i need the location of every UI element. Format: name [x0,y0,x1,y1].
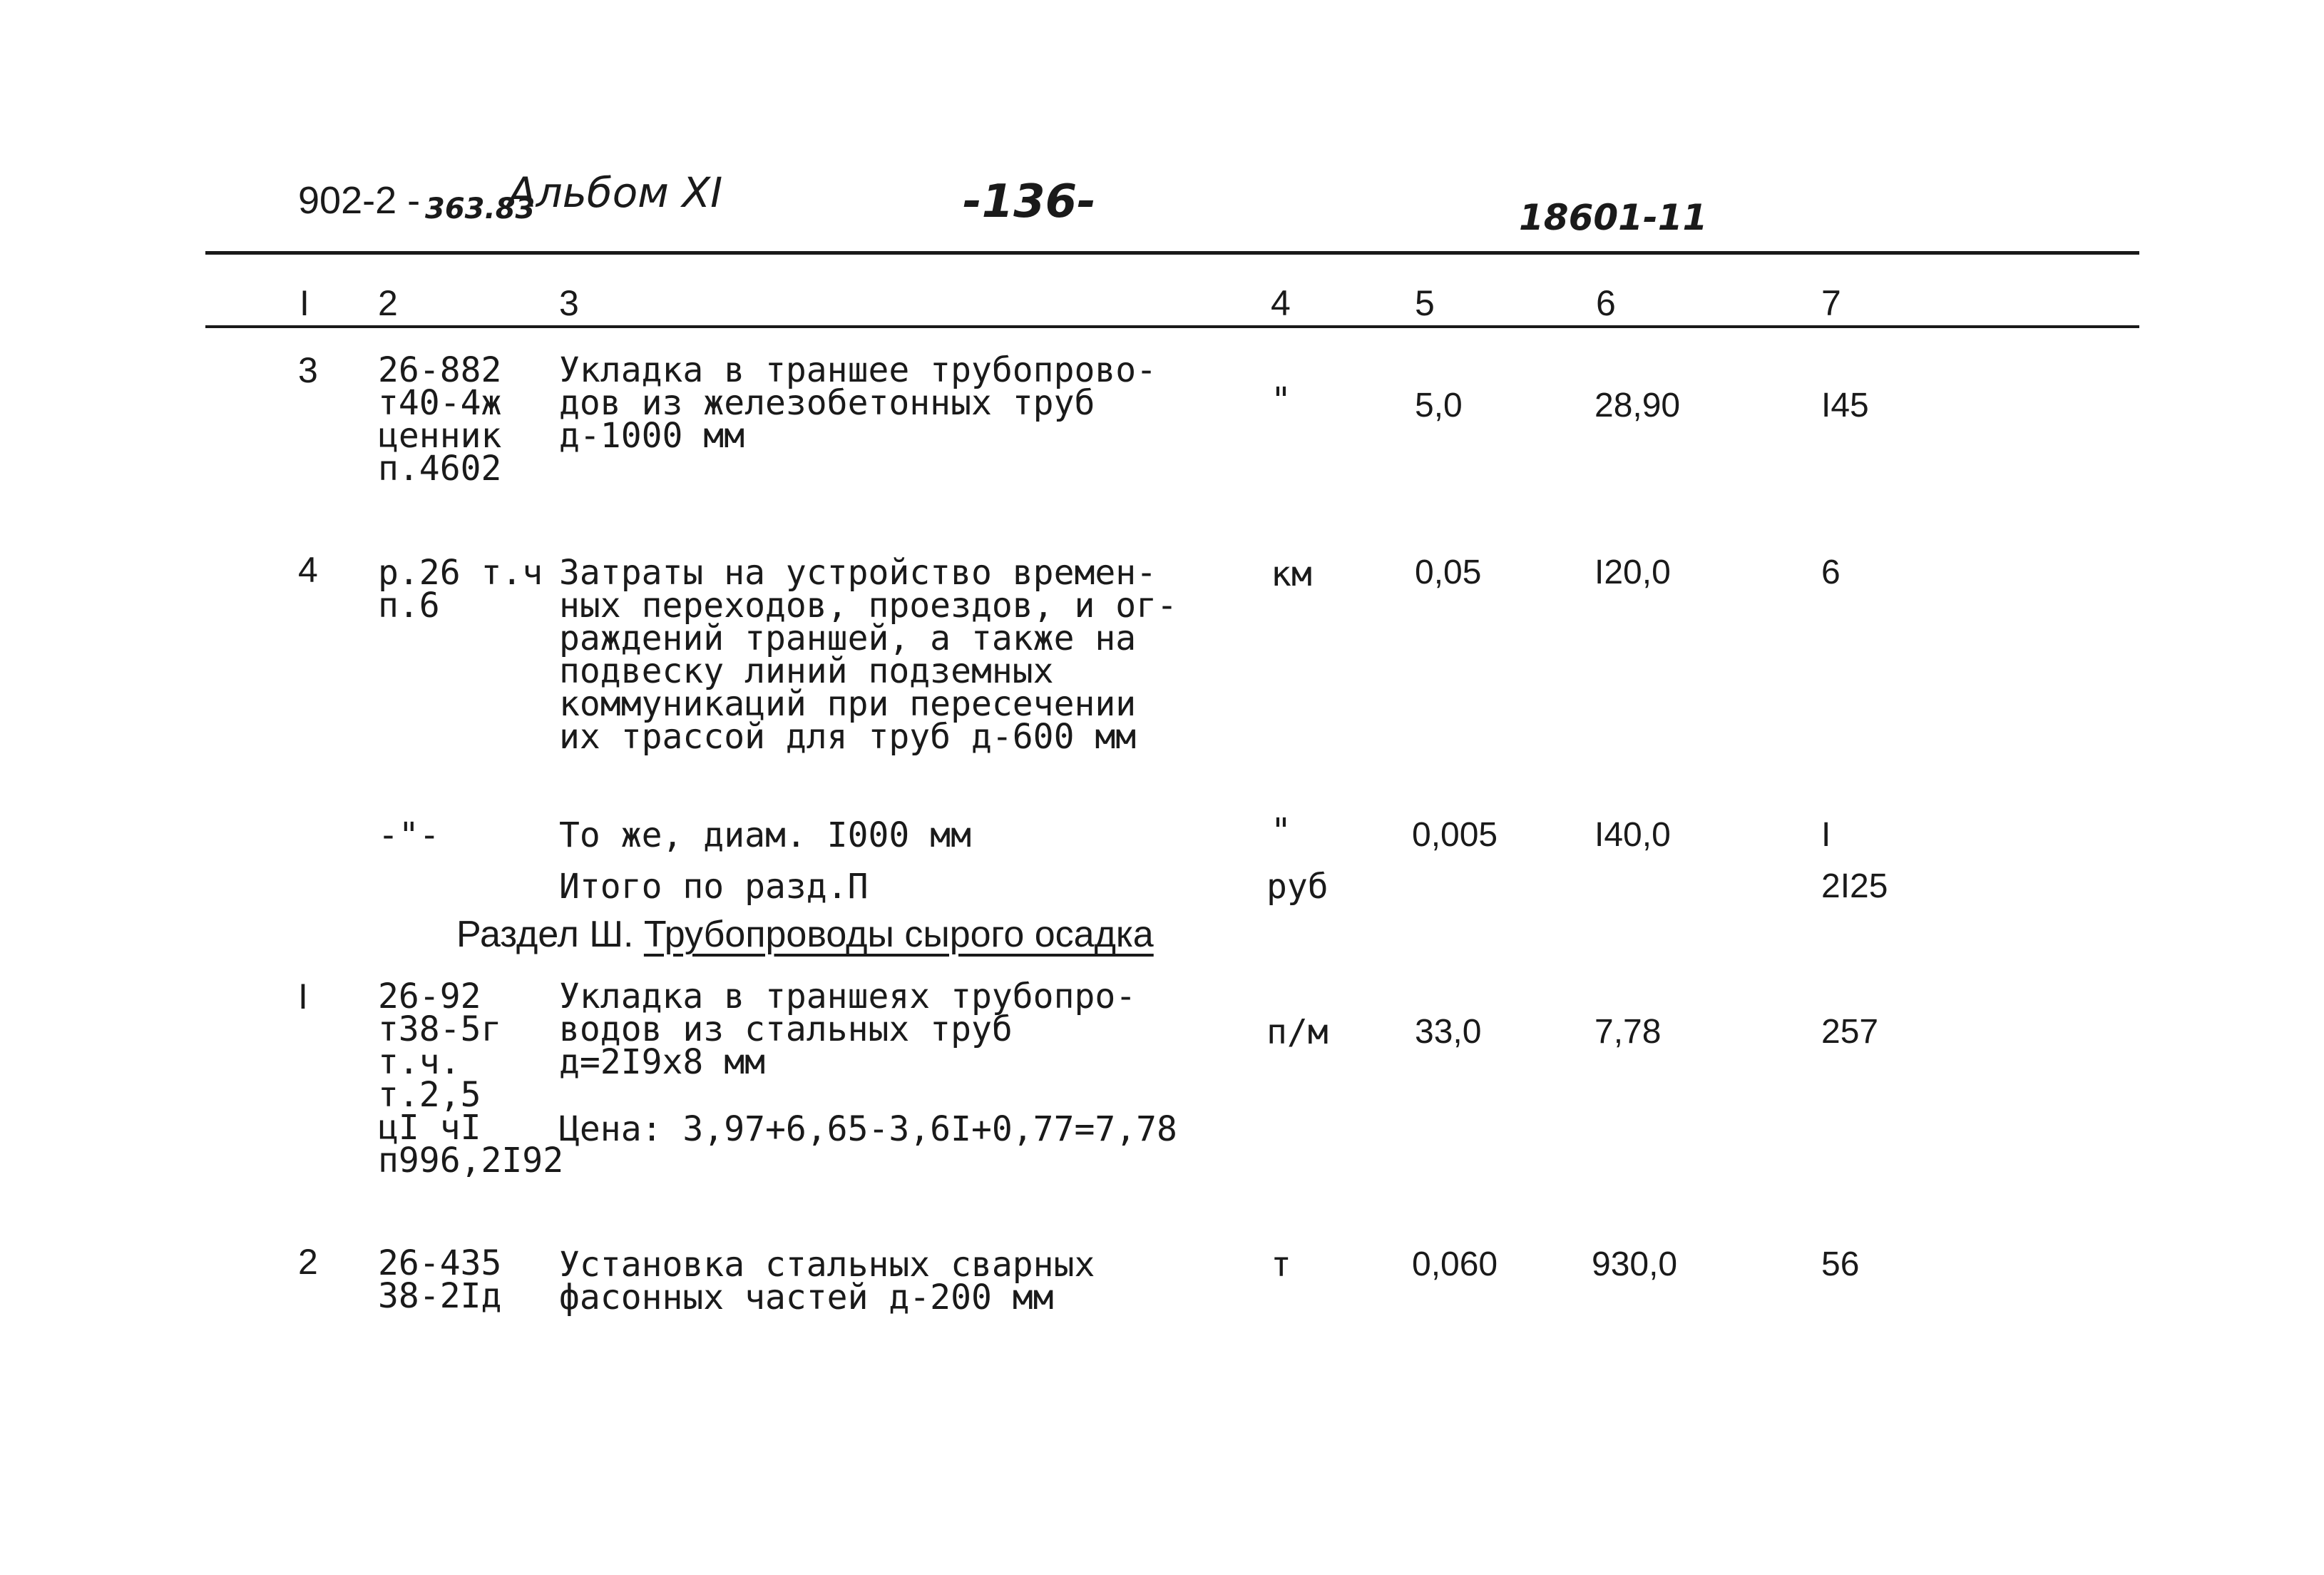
column-header-6: 6 [1596,283,1616,323]
row-number: 4 [298,550,318,590]
album-label: Альбом XI [508,168,723,217]
row-unit: км [1271,554,1312,594]
row-reference: 26-882 т40-4ж ценник п.4602 [378,350,502,489]
row-description: То же, диам. I000 мм [559,815,971,855]
row-reference: 26-92 т38-5г т.ч. т.2,5 цI чI п996,2I92 [378,977,564,1181]
row-description: Затраты на устройство времен- ных переходов, проездов, и ог- раждений траншей, а также на подвеску линий подземных коммуникаций при пересечении их трассой для труб д-600 мм [559,553,1177,757]
row-description: Укладка в траншее трубопрово- дов из железобетонных труб д-1000 мм [559,350,1157,456]
row-description: Укладка в траншеях трубопро- водов из стальных труб д=2I9х8 мм [559,977,1137,1082]
row-description: Установка стальных сварных фасонных частей д-200 мм [559,1245,1095,1317]
section-title: Трубопроводы сырого осадка [643,914,1154,955]
row-price: 930,0 [1592,1245,1678,1283]
row-quantity: 0,060 [1412,1245,1498,1283]
row-unit: " [1271,811,1291,851]
row-total: 257 [1821,1013,1879,1051]
header-rule-bottom [205,325,2139,328]
section-prefix: Раздел Ш. [456,914,634,955]
row-reference: -"- [378,815,440,855]
document-code: 902-2 - [298,179,421,222]
column-header-5: 5 [1415,283,1435,323]
project-number: 18601-11 [1519,197,1708,238]
row-unit: п/м [1266,1012,1329,1052]
section-heading [456,913,1154,956]
row-number: I [298,977,308,1016]
row-reference: 26-435 38-2Iд [378,1243,502,1316]
column-header-1: I [300,283,309,323]
row-reference: р.26 т.ч п.6 [378,553,543,626]
subtotal-unit: руб [1266,867,1329,907]
row-total: 56 [1821,1245,1860,1283]
row-price: I20,0 [1594,554,1671,591]
subtotal-label: Итого по разд.П [559,867,869,907]
row-price: 7,78 [1594,1013,1662,1051]
row-quantity: 0,05 [1415,554,1482,591]
column-header-3: 3 [559,283,579,323]
row-quantity: 33,0 [1415,1013,1482,1051]
row-unit: т [1271,1245,1291,1285]
row-quantity: 0,005 [1412,816,1498,854]
row-number: 2 [298,1242,318,1282]
row-total: I45 [1821,387,1869,424]
column-header-7: 7 [1821,283,1841,323]
row-total: 6 [1821,554,1841,591]
row-unit: " [1271,380,1291,420]
row-total: I [1821,816,1831,854]
subtotal-total: 2I25 [1821,867,1888,905]
column-header-2: 2 [378,283,398,323]
document-code-handwritten: 363.83 [425,193,536,225]
column-header-4: 4 [1271,283,1291,323]
row-price: I40,0 [1594,816,1671,854]
price-calculation: Цена: 3,97+6,65-3,6I+0,77=7,78 [559,1109,1177,1149]
header-rule-top [205,251,2139,255]
row-quantity: 5,0 [1415,387,1463,424]
row-price: 28,90 [1594,387,1681,424]
row-number: 3 [298,350,318,390]
page-number: -136- [963,175,1096,228]
